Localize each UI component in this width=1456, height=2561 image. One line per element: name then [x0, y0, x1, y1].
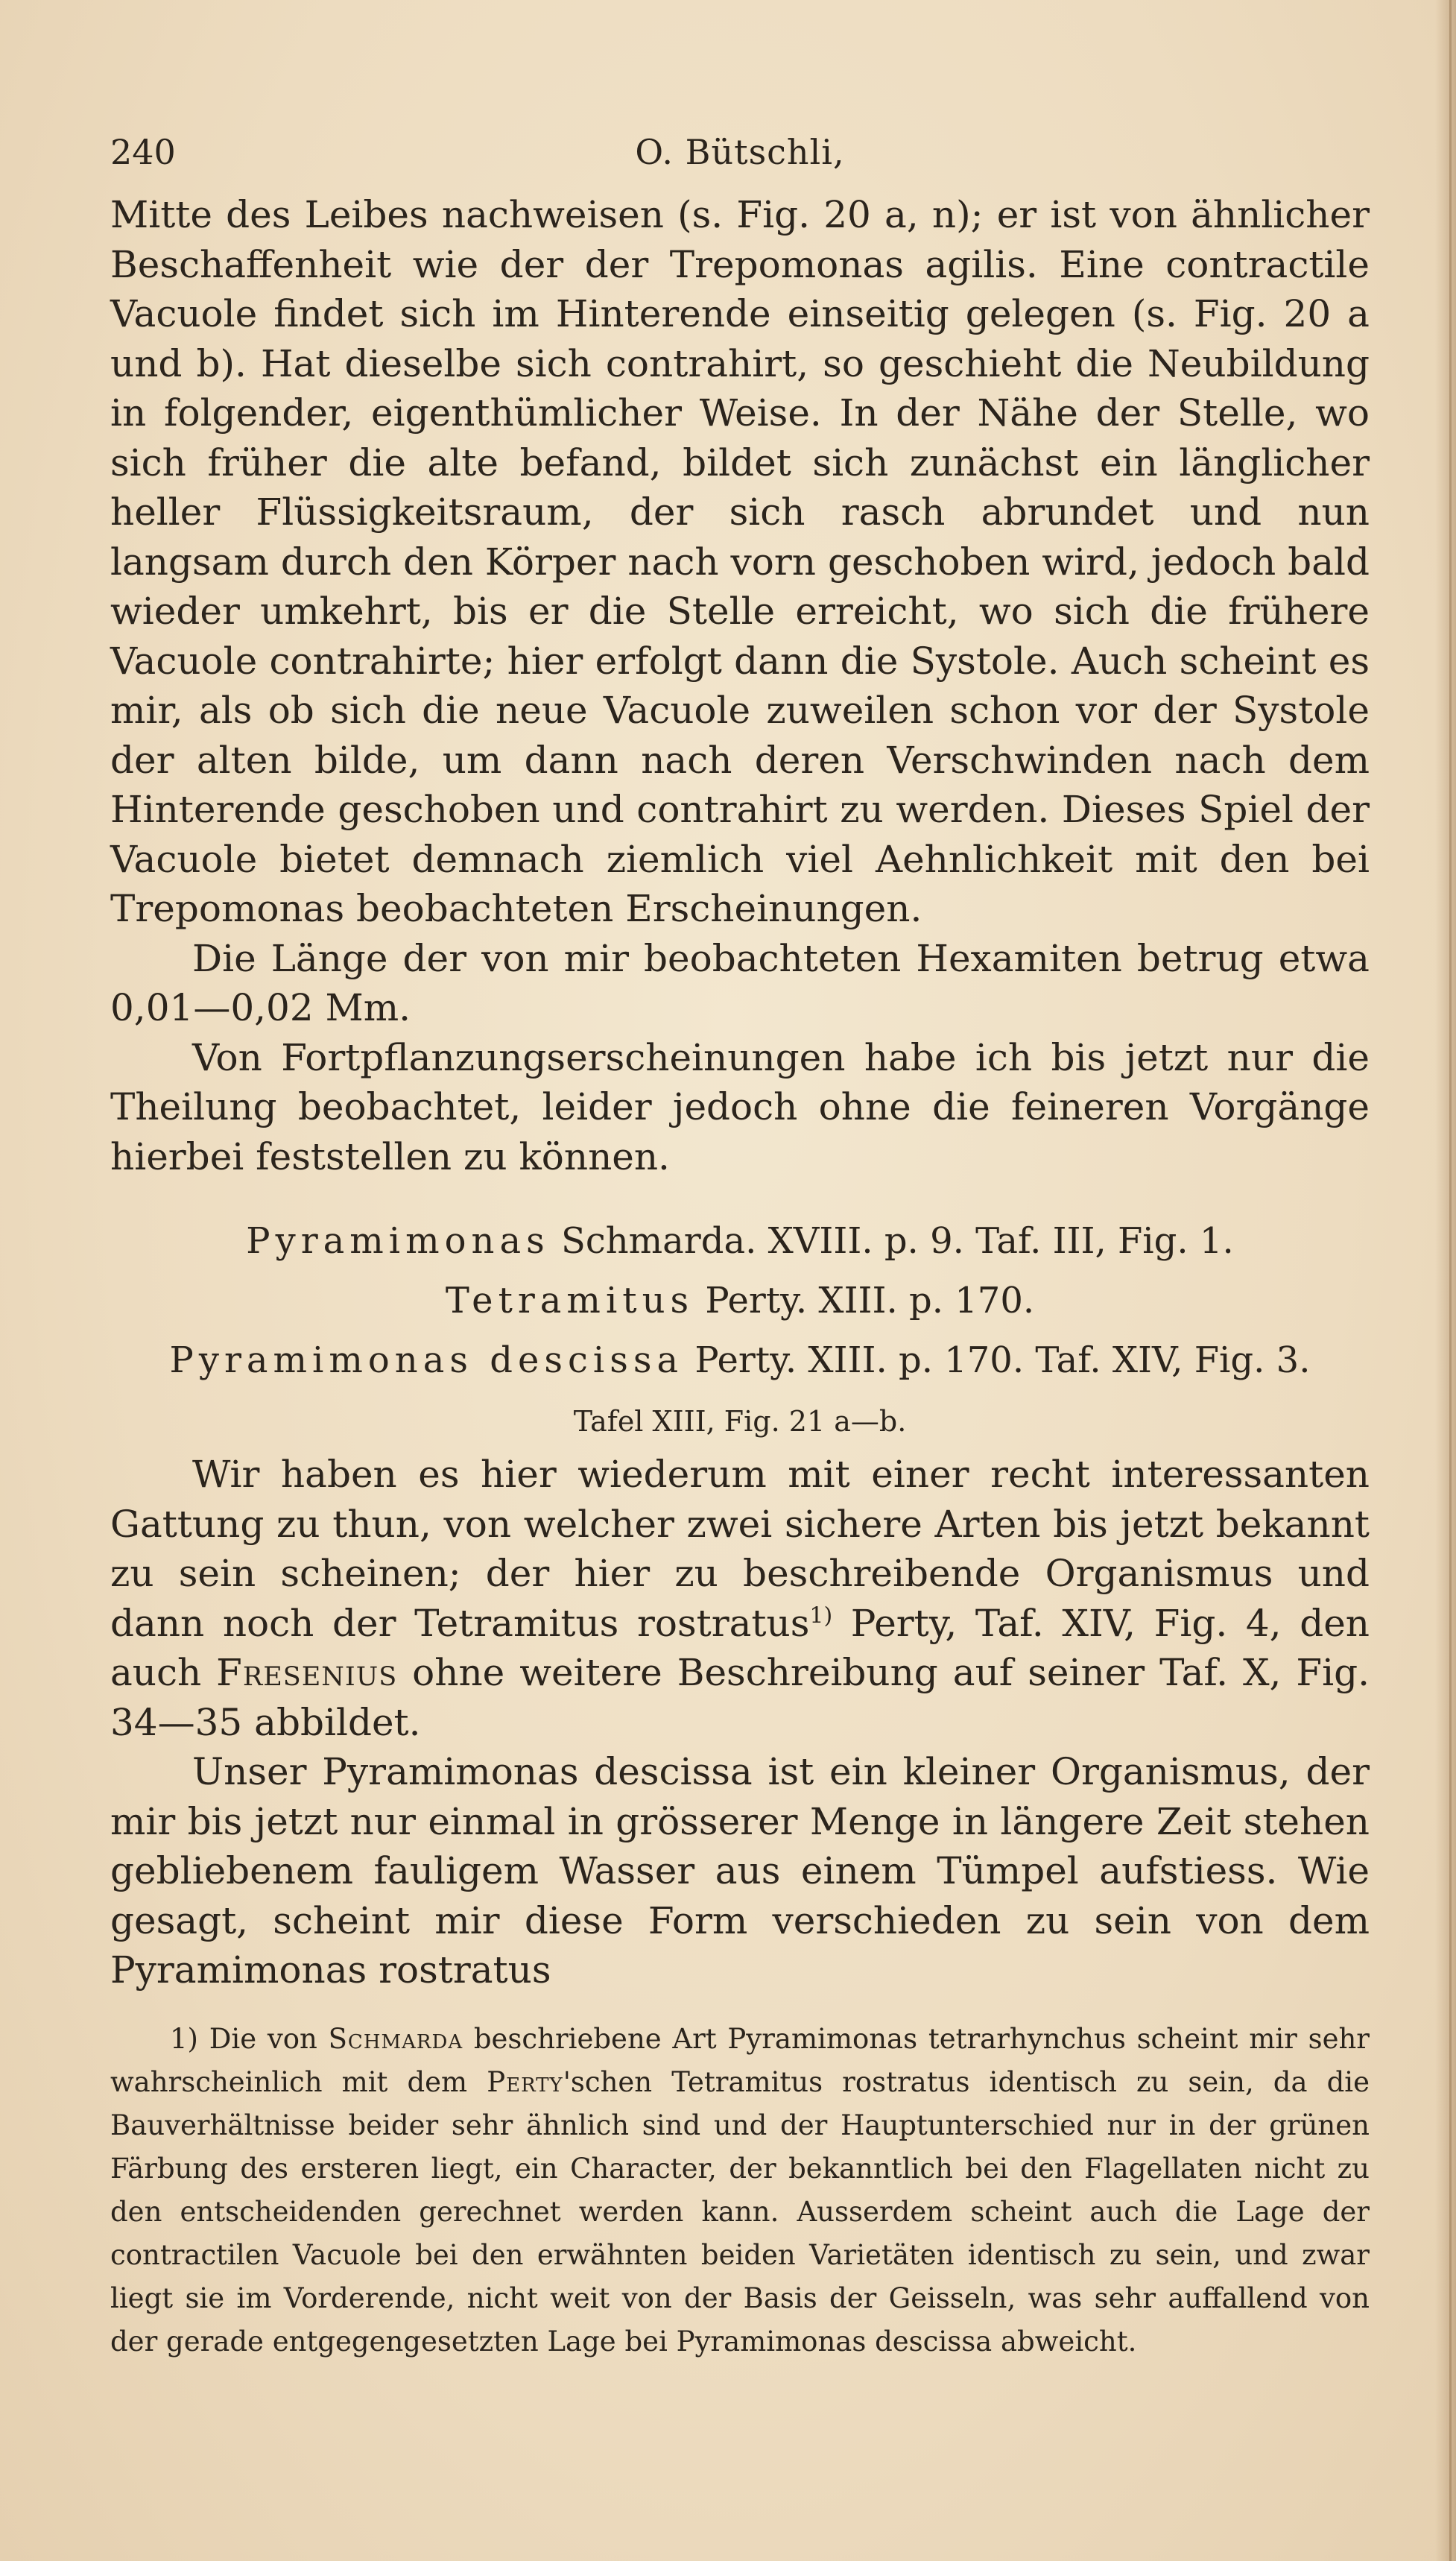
footnote-1: [110, 2018, 1370, 2363]
text-run: Perty, Taf. XIV, Fig. 4, den auch: [110, 1601, 1370, 1694]
page-number: 240: [110, 132, 176, 172]
footnote-marker: 1): [809, 1602, 833, 1629]
body-text-section-1: [110, 190, 1370, 1181]
author-name-fresenius: Fresenius: [216, 1651, 398, 1694]
text-run: 'schen Tetramitus rostratus identisch zu sein, da die Bauverhältnisse beider sehr ähnlich sind und der Hauptunterschied nur in der grünen Färbung des ersteren liegt, ein Character, der bekanntlich bei den Flagellaten nicht zu den entscheidenden gerechnet werden kann. Ausserdem scheint auch die Lage der contractilen Vacuole bei den erwähnten beiden Varietäten identisch zu sein, und zwar liegt sie im Vorderende, nicht weit von der Basis der Geisseln, was sehr auffallend von der gerade entgegengesetzten Lage bei Pyramimonas descissa abweicht.: [110, 2065, 1370, 2358]
author-name-perty: Perty: [487, 2065, 563, 2098]
text-run: ohne weitere Beschreibung auf seiner Taf. X, Fig. 34—35 abbildet.: [110, 1651, 1370, 1744]
heading-genus-name: Pyramimonas: [246, 1220, 550, 1262]
plate-reference: Tafel XIII, Fig. 21 a—b.: [573, 1405, 907, 1438]
text-run: beschriebene Art Pyramimonas tetrarhynchus scheint mir sehr wahrscheinlich mit dem: [110, 2022, 1370, 2098]
heading-reference: Schmarda. XVIII. p. 9. Taf. III, Fig. 1.: [549, 1220, 1234, 1262]
heading-pyramimonas: [110, 1211, 1370, 1271]
page-header: [110, 123, 1370, 190]
page-edge-line: [1449, 0, 1452, 2561]
heading-genus-name: Tetramitus: [445, 1280, 694, 1321]
text-run: Die von: [197, 2022, 329, 2055]
heading-reference: Perty. XIII. p. 170. Taf. XIV, Fig. 3.: [683, 1339, 1311, 1381]
heading-pyramimonas-descissa: [110, 1330, 1370, 1390]
body-text-section-2: [110, 1450, 1370, 1995]
text-run: Wir haben es hier wiederum mit einer recht interessanten Gattung zu thun, von welcher zwei sichere Arten bis jetzt bekannt zu sein scheinen; der hier zu beschreibende Organismus und dann noch der Tetramitus rostratus: [110, 1453, 1370, 1645]
heading-species-name: Pyramimonas descissa: [169, 1339, 684, 1381]
paragraph-genus-intro: [110, 1450, 1370, 1747]
footnote-number: 1): [170, 2022, 198, 2055]
paragraph-length: Die Länge der von mir beobachteten Hexamiten betrug etwa 0,01—0,02 Mm.: [110, 936, 1370, 1029]
paragraph-descissa: Unser Pyramimonas descissa ist ein kleiner Organismus, der mir bis jetzt nur einmal in grösserer Menge in längere Zeit stehen gebliebenem fauligem Wasser aus einem Tümpel aufstiess. Wie gesagt, scheint mir diese Form verschieden zu sein von dem Pyramimonas rostratus: [110, 1750, 1370, 1992]
page-edge-shadow: [1435, 0, 1456, 2561]
author-name-schmarda: Schmarda: [328, 2022, 463, 2055]
paragraph-vacuole: Mitte des Leibes nachweisen (s. Fig. 20 a, n); er ist von ähnlicher Beschaffenheit wie der der Trepomonas agilis. Eine contractile Vacuole findet sich im Hinterende einseitig gelegen (s. Fig. 20 a und b). Hat dieselbe sich contrahirt, so geschieht die Neubildung in folgender, eigenthümlicher Weise. In der Nähe der Stelle, wo sich früher die alte befand, bildet sich zunächst ein länglicher heller Flüssigkeitsraum, der sich rasch abrundet und nun langsam durch den Körper nach vorn geschoben wird, jedoch bald wieder umkehrt, bis er die Stelle erreicht, wo sich die frühere Vacuole contrahirte; hier erfolgt dann die Systole. Auch scheint es mir, als ob sich die neue Vacuole zuweilen schon vor der Systole der alten bilde, um dann nach deren Verschwinden nach dem Hinterende geschoben und contrahirt zu werden. Dieses Spiel der Vacuole bietet demnach ziemlich viel Aehnlichkeit mit den bei Trepomonas beobachteten Erscheinungen.: [110, 193, 1370, 930]
heading-tetramitus: [110, 1271, 1370, 1330]
running-title: O. Bütschli,: [635, 132, 845, 172]
page-content: [110, 123, 1370, 2363]
genus-headings: [110, 1211, 1370, 1390]
heading-reference: Perty. XIII. p. 170.: [694, 1280, 1035, 1321]
footnotes: [110, 2018, 1370, 2363]
paragraph-reproduction: Von Fortpflanzungserscheinungen habe ich bis jetzt nur die Theilung beobachtet, leider jedoch ohne die feineren Vorgänge hierbei feststellen zu können.: [110, 1035, 1370, 1178]
